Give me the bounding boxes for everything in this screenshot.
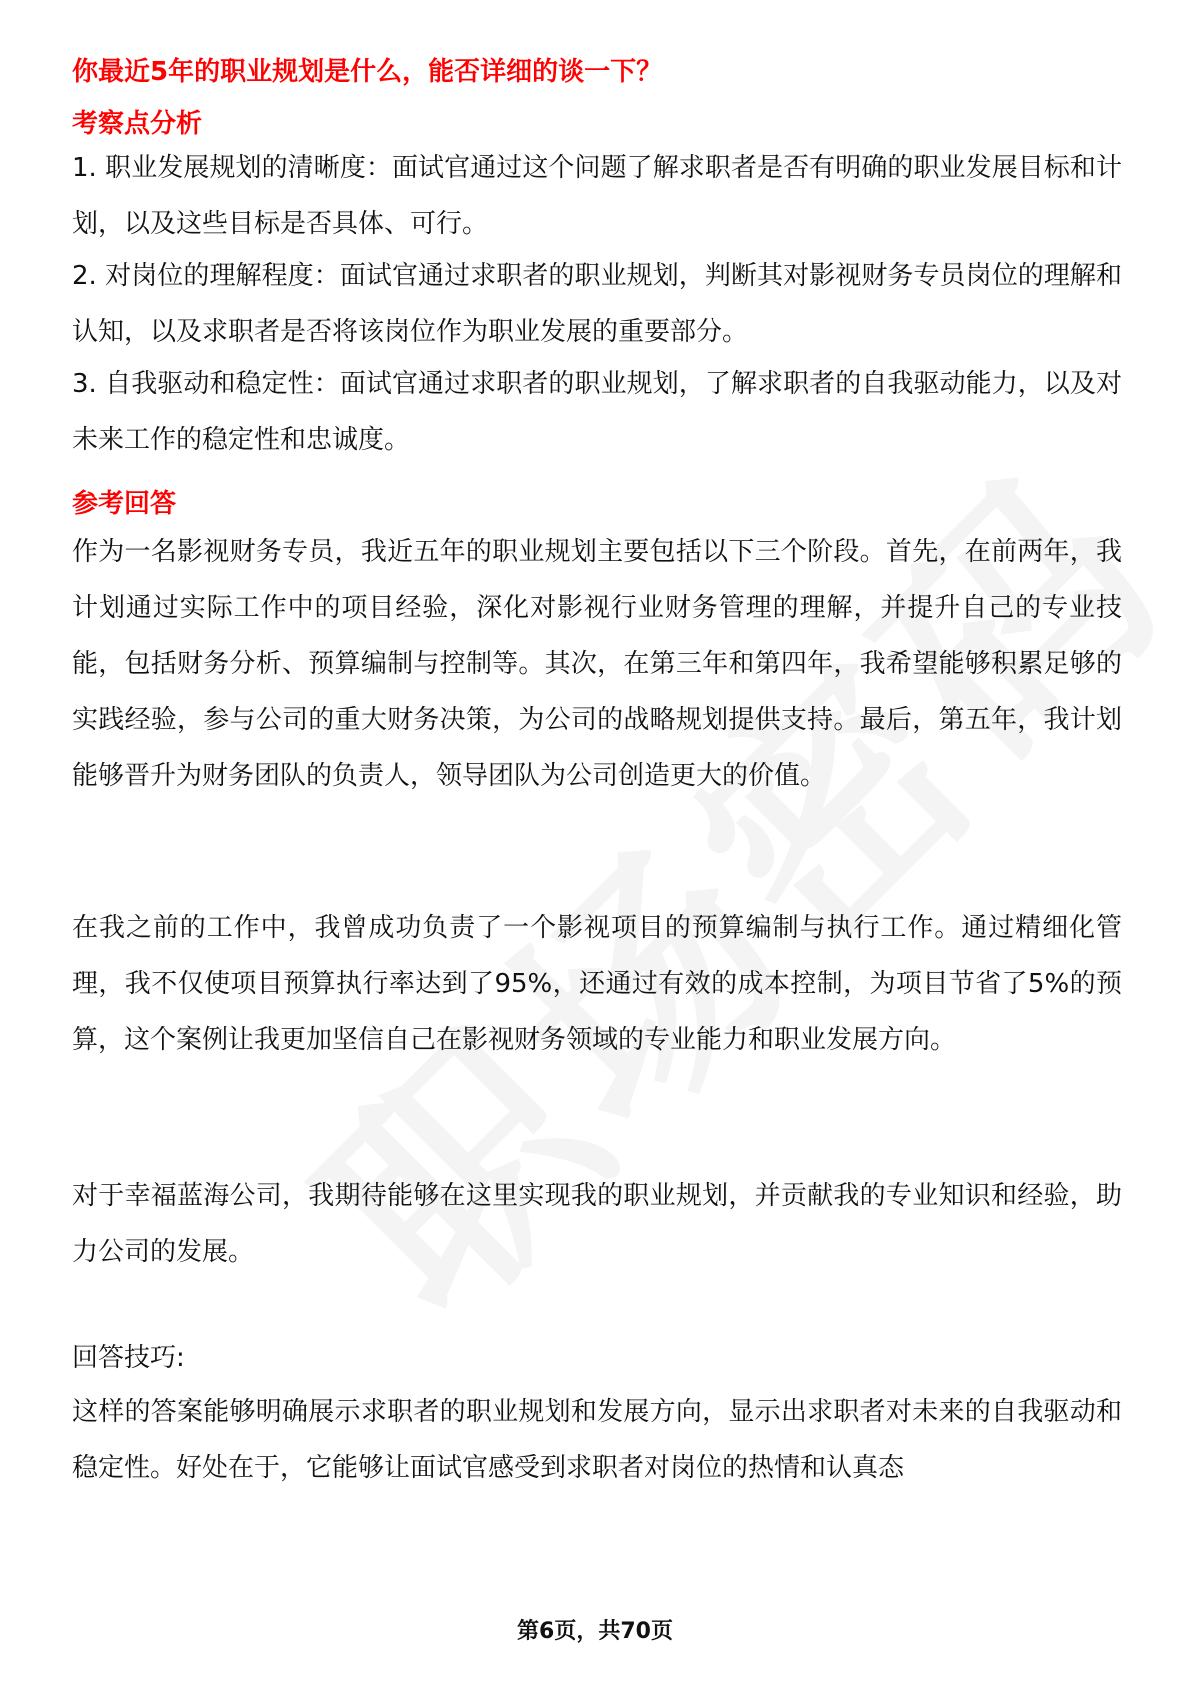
question-heading: 你最近5年的职业规划是什么，能否详细的谈一下？ [72, 57, 663, 87]
page-number: 第6页，共70页 [517, 1619, 673, 1644]
analysis-point-3: 3. 自我驱动和稳定性：面试官通过求职者的职业规划，了解求职者的自我驱动能力，以及对未来工作的稳定性和忠诚度。 [72, 369, 1122, 455]
answer-paragraph-1: 作为一名影视财务专员，我近五年的职业规划主要包括以下三个阶段。首先，在前两年，我计划通过实际工作中的项目经验，深化对影视行业财务管理的理解，并提升自己的专业技能，包括财务分析、预算编制与控制等。其次，在第三年和第四年，我希望能够积累足够的实践经验，参与公司的重大财务决策，为公司的战略规划提供支持。最后，第五年，我计划能够晋升为财务团队的负责人，领导团队为公司创造更大的价值。 [72, 537, 1122, 791]
answer-paragraph-2: 在我之前的工作中，我曾成功负责了一个影视项目的预算编制与执行工作。通过精细化管理，我不仅使项目预算执行率达到了95%，还通过有效的成本控制，为项目节省了5%的预算，这个案例让我更加坚信自己在影视财务领域的专业能力和职业发展方向。 [72, 913, 1122, 1055]
analysis-point-2: 2. 对岗位的理解程度：面试官通过求职者的职业规划，判断其对影视财务专员岗位的理解和认知，以及求职者是否将该岗位作为职业发展的重要部分。 [72, 261, 1122, 347]
tips-text: 这样的答案能够明确展示求职者的职业规划和发展方向，显示出求职者对未来的自我驱动和稳定性。好处在于，它能够让面试官感受到求职者对岗位的热情和认真态 [72, 1397, 1122, 1483]
analysis-title: 考察点分析 [72, 109, 203, 139]
analysis-point-1: 1. 职业发展规划的清晰度：面试官通过这个问题了解求职者是否有明确的职业发展目标和计划，以及这些目标是否具体、可行。 [72, 153, 1122, 239]
answer-title: 参考回答 [72, 489, 177, 519]
tips-title: 回答技巧: [72, 1343, 185, 1373]
answer-paragraph-3: 对于幸福蓝海公司，我期待能够在这里实现我的职业规划，并贡献我的专业知识和经验，助力公司的发展。 [72, 1181, 1122, 1267]
